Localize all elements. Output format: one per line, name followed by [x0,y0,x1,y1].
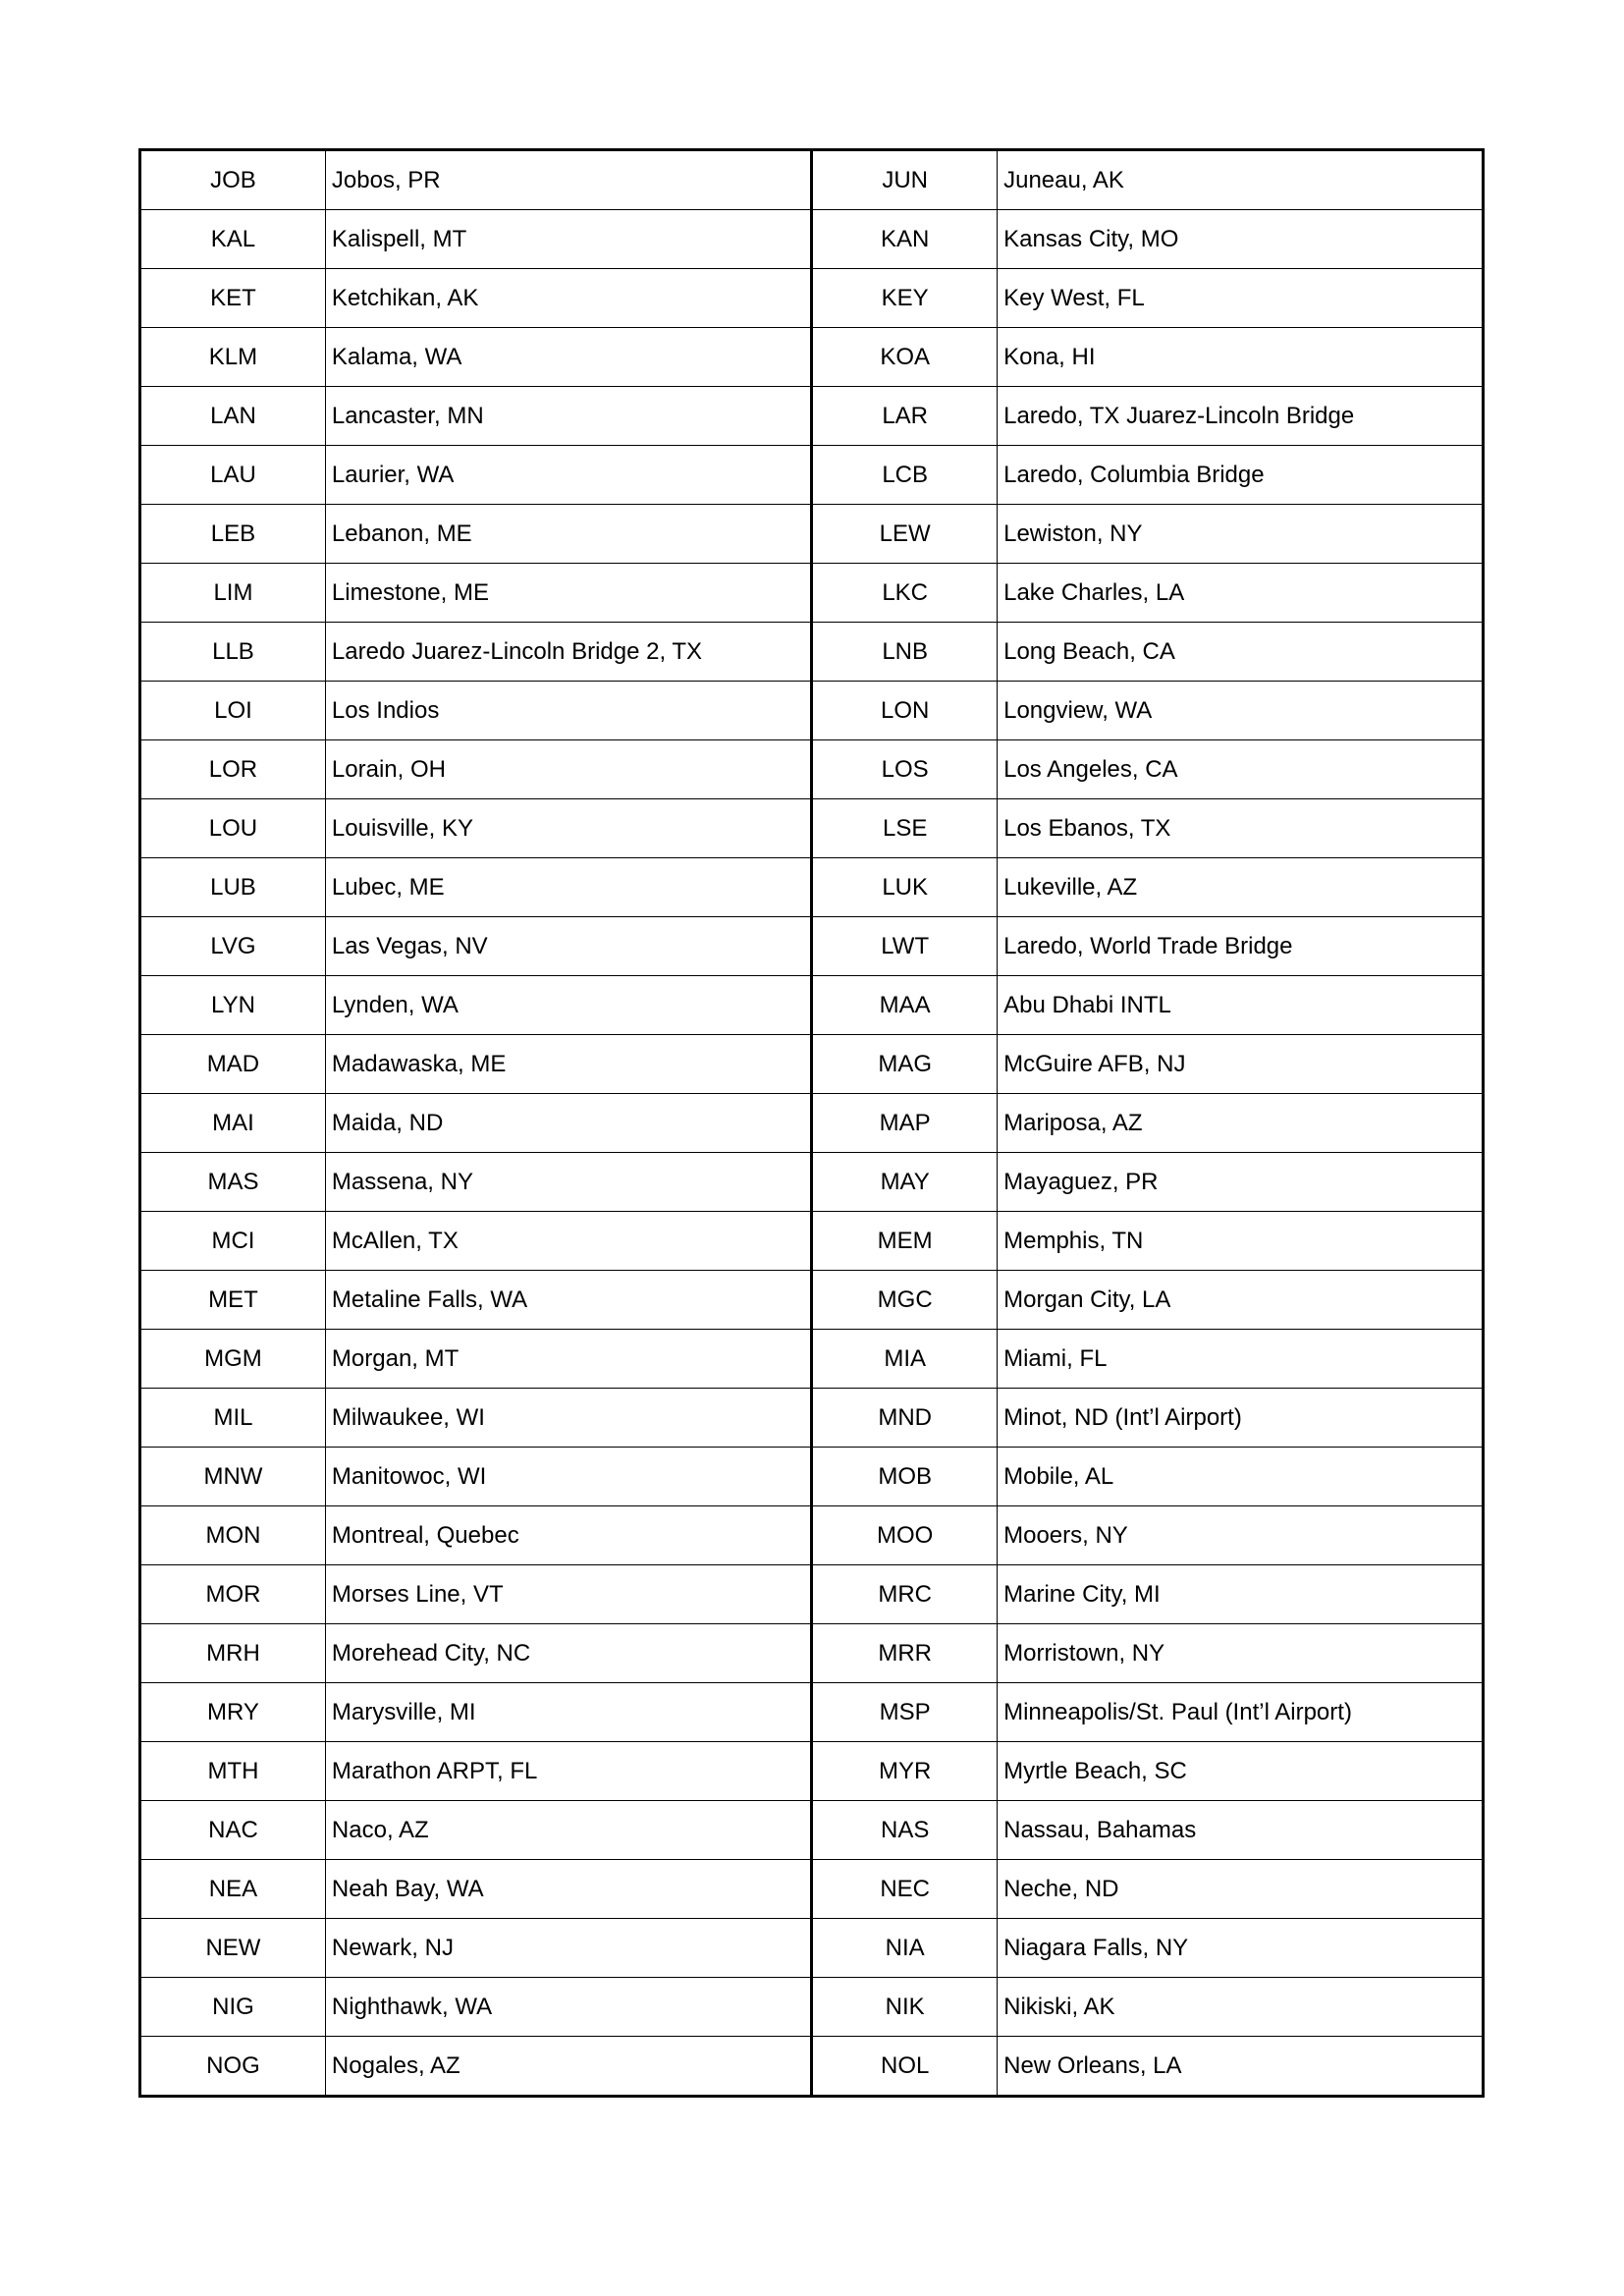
port-name-cell: Neah Bay, WA [325,1860,811,1919]
port-code-cell: LCB [812,446,998,505]
port-name-cell: Madawaska, ME [325,1035,811,1094]
table-row [140,1448,1484,1506]
port-code-cell: MAS [140,1153,326,1212]
port-code-cell: LAN [140,387,326,446]
port-name-cell: Montreal, Quebec [325,1506,811,1565]
port-name-cell: Lewiston, NY [998,505,1484,564]
port-code-cell: LOI [140,682,326,740]
port-name-cell: Nassau, Bahamas [998,1801,1484,1860]
port-code-cell: LEW [812,505,998,564]
port-code-cell: NOG [140,2037,326,2097]
port-name-cell: Massena, NY [325,1153,811,1212]
port-name-cell: Laurier, WA [325,446,811,505]
port-name-cell: Key West, FL [998,269,1484,328]
port-code-cell: MGM [140,1330,326,1389]
port-code-cell: LSE [812,799,998,858]
table-row [140,1624,1484,1683]
port-name-cell: Mooers, NY [998,1506,1484,1565]
port-code-cell: NIA [812,1919,998,1978]
port-code-cell: MND [812,1389,998,1448]
port-code-cell: NIK [812,1978,998,2037]
port-name-cell: Lubec, ME [325,858,811,917]
port-code-cell: MRC [812,1565,998,1624]
table-row [140,387,1484,446]
port-code-cell: LON [812,682,998,740]
port-code-cell: LWT [812,917,998,976]
port-name-cell: Morgan, MT [325,1330,811,1389]
port-name-cell: Lukeville, AZ [998,858,1484,917]
port-name-cell: Nogales, AZ [325,2037,811,2097]
table-row [140,1860,1484,1919]
table-row [140,328,1484,387]
port-name-cell: Morses Line, VT [325,1565,811,1624]
port-name-cell: Jobos, PR [325,150,811,210]
port-code-cell: MAI [140,1094,326,1153]
table-row [140,1389,1484,1448]
port-code-cell: MOR [140,1565,326,1624]
port-code-cell: KOA [812,328,998,387]
port-code-cell: LOR [140,740,326,799]
table-row [140,1978,1484,2037]
table-row [140,976,1484,1035]
port-code-cell: MAY [812,1153,998,1212]
port-name-cell: Laredo, World Trade Bridge [998,917,1484,976]
port-name-cell: Laredo Juarez-Lincoln Bridge 2, TX [325,623,811,682]
table-row [140,1742,1484,1801]
table-row [140,1271,1484,1330]
port-name-cell: Juneau, AK [998,150,1484,210]
port-code-cell: MRH [140,1624,326,1683]
port-code-cell: MIA [812,1330,998,1389]
table-row [140,1153,1484,1212]
port-name-cell: Los Angeles, CA [998,740,1484,799]
table-row [140,1212,1484,1271]
port-code-cell: MEM [812,1212,998,1271]
port-name-cell: Kalispell, MT [325,210,811,269]
port-name-cell: Louisville, KY [325,799,811,858]
port-code-cell: NIG [140,1978,326,2037]
port-code-cell: MGC [812,1271,998,1330]
port-name-cell: Naco, AZ [325,1801,811,1860]
table-row [140,682,1484,740]
port-code-cell: NAC [140,1801,326,1860]
port-code-cell: MTH [140,1742,326,1801]
port-name-cell: New Orleans, LA [998,2037,1484,2097]
port-code-cell: MAG [812,1035,998,1094]
port-code-cell: KAN [812,210,998,269]
port-name-cell: Minot, ND (Int’l Airport) [998,1389,1484,1448]
port-name-cell: Myrtle Beach, SC [998,1742,1484,1801]
table-row [140,1683,1484,1742]
port-name-cell: Nighthawk, WA [325,1978,811,2037]
port-code-cell: LNB [812,623,998,682]
port-name-cell: Las Vegas, NV [325,917,811,976]
port-code-cell: JOB [140,150,326,210]
port-code-cell: LAR [812,387,998,446]
port-name-cell: Marine City, MI [998,1565,1484,1624]
port-name-cell: Ketchikan, AK [325,269,811,328]
port-code-cell: MAA [812,976,998,1035]
table-row [140,1801,1484,1860]
table-row [140,740,1484,799]
table-row [140,210,1484,269]
port-name-cell: Metaline Falls, WA [325,1271,811,1330]
port-code-cell: NEW [140,1919,326,1978]
port-codes-table [138,148,1485,2098]
port-code-cell: MIL [140,1389,326,1448]
port-name-cell: Abu Dhabi INTL [998,976,1484,1035]
port-name-cell: Long Beach, CA [998,623,1484,682]
port-code-cell: LUK [812,858,998,917]
port-code-cell: LIM [140,564,326,623]
port-code-cell: MYR [812,1742,998,1801]
port-name-cell: Maida, ND [325,1094,811,1153]
port-code-cell: MRR [812,1624,998,1683]
port-name-cell: Marysville, MI [325,1683,811,1742]
port-code-cell: NEA [140,1860,326,1919]
port-code-cell: LVG [140,917,326,976]
port-name-cell: Lorain, OH [325,740,811,799]
port-name-cell: Lake Charles, LA [998,564,1484,623]
table-row [140,269,1484,328]
port-name-cell: Longview, WA [998,682,1484,740]
port-name-cell: Miami, FL [998,1330,1484,1389]
port-name-cell: Kona, HI [998,328,1484,387]
port-name-cell: Nikiski, AK [998,1978,1484,2037]
port-name-cell: Memphis, TN [998,1212,1484,1271]
table-row [140,858,1484,917]
port-code-cell: KET [140,269,326,328]
port-code-cell: MRY [140,1683,326,1742]
port-code-cell: KAL [140,210,326,269]
table-row [140,799,1484,858]
table-row [140,1919,1484,1978]
port-code-cell: JUN [812,150,998,210]
port-name-cell: Morgan City, LA [998,1271,1484,1330]
table-row [140,1565,1484,1624]
port-name-cell: Morristown, NY [998,1624,1484,1683]
port-name-cell: Los Ebanos, TX [998,799,1484,858]
port-code-cell: LLB [140,623,326,682]
port-code-cell: LKC [812,564,998,623]
port-name-cell: Mayaguez, PR [998,1153,1484,1212]
table-row [140,1094,1484,1153]
port-name-cell: Niagara Falls, NY [998,1919,1484,1978]
table-row [140,150,1484,210]
table-row [140,917,1484,976]
port-code-cell: MAP [812,1094,998,1153]
port-name-cell: Milwaukee, WI [325,1389,811,1448]
table-row [140,446,1484,505]
port-code-cell: KEY [812,269,998,328]
port-name-cell: Morehead City, NC [325,1624,811,1683]
port-name-cell: Kalama, WA [325,328,811,387]
table-row [140,1035,1484,1094]
port-name-cell: Mariposa, AZ [998,1094,1484,1153]
port-code-cell: MAD [140,1035,326,1094]
port-code-cell: LYN [140,976,326,1035]
port-name-cell: McGuire AFB, NJ [998,1035,1484,1094]
port-name-cell: Minneapolis/St. Paul (Int’l Airport) [998,1683,1484,1742]
table-row [140,623,1484,682]
port-name-cell: Lynden, WA [325,976,811,1035]
table-row [140,564,1484,623]
port-code-cell: NAS [812,1801,998,1860]
table-row [140,505,1484,564]
port-code-cell: LOS [812,740,998,799]
port-name-cell: Laredo, Columbia Bridge [998,446,1484,505]
port-name-cell: Lancaster, MN [325,387,811,446]
port-name-cell: Neche, ND [998,1860,1484,1919]
port-code-cell: MET [140,1271,326,1330]
port-name-cell: Limestone, ME [325,564,811,623]
port-name-cell: Laredo, TX Juarez-Lincoln Bridge [998,387,1484,446]
port-code-cell: LEB [140,505,326,564]
port-name-cell: Mobile, AL [998,1448,1484,1506]
port-code-cell: MOO [812,1506,998,1565]
table-row [140,1330,1484,1389]
table-row [140,1506,1484,1565]
port-code-cell: MCI [140,1212,326,1271]
port-code-cell: NOL [812,2037,998,2097]
port-code-cell: MSP [812,1683,998,1742]
port-code-cell: MON [140,1506,326,1565]
port-code-cell: LUB [140,858,326,917]
port-name-cell: Marathon ARPT, FL [325,1742,811,1801]
port-code-cell: MOB [812,1448,998,1506]
port-code-cell: LOU [140,799,326,858]
port-name-cell: Newark, NJ [325,1919,811,1978]
port-code-cell: KLM [140,328,326,387]
port-name-cell: Manitowoc, WI [325,1448,811,1506]
port-code-cell: NEC [812,1860,998,1919]
port-name-cell: Lebanon, ME [325,505,811,564]
port-name-cell: McAllen, TX [325,1212,811,1271]
port-name-cell: Kansas City, MO [998,210,1484,269]
port-code-cell: MNW [140,1448,326,1506]
port-code-cell: LAU [140,446,326,505]
table-row [140,2037,1484,2097]
port-name-cell: Los Indios [325,682,811,740]
